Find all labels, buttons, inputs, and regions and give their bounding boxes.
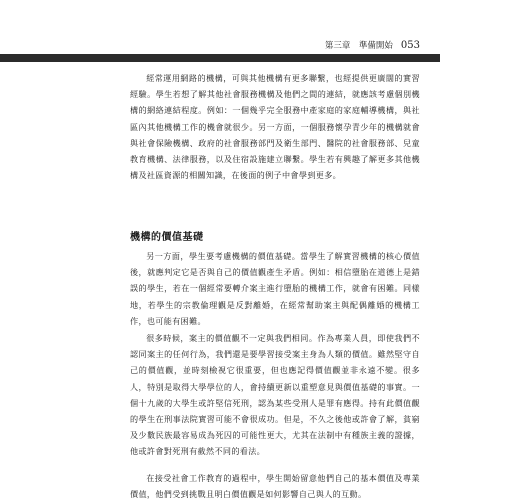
page-number: 053 <box>400 39 420 51</box>
chapter-label: 第三章 準備開始 <box>324 41 393 51</box>
paragraph-text: 在接受社會工作教育的過程中，學生開始留意他們自己的基本價值及專業價值，他們受到挑戰且明白價值觀是如何影響自己與人的互動。 <box>130 473 420 500</box>
header-rule <box>0 54 440 62</box>
paragraph-text: 經常運用網路的機構，可與其他機構有更多聯繫，也經提供更廣闊的實習經驗。學生若想了解其他社會服務機構及他們之間的連結，就應該考慮個別機構的網絡連結程度。例如：一個幾乎完全服務中產家庭的家庭輔導機構，與社區內其他機構工作的機會就很少。另一方面，一個服務懷孕青少年的機構就會與社會保險機構、政府的社會服務部門及衛生部門、醫院的社會服務部、兒童教育機構、法律服務，以及住宿設施建立聯繫。學生若有興趣了解更多其他機構及社區資源的相關知識，在後面的例子中會學到更多。 <box>130 73 420 181</box>
paragraph-text: 另一方面，學生要考慮機構的價值基礎。當學生了解實習機構的核心價值後，就應判定它是否與自己的價值觀產生矛盾。例如：相信墮胎在道德上是錯誤的學生，若在一個經常要轉介案主進行墮胎的機構工作，就會有困難。同樣地，若學生的宗教倫理觀是反對離婚，在經常幫助案主與配偶離婚的機構工作，也可能有困難。 <box>130 251 420 326</box>
body-paragraph-1 <box>130 70 420 183</box>
body-paragraph-2 <box>130 248 420 329</box>
section-heading: 機構的價值基礎 <box>130 232 204 243</box>
body-paragraph-4 <box>130 470 420 502</box>
body-paragraph-3 <box>130 330 420 460</box>
paragraph-text: 很多時候，案主的價值觀不一定與我們相同。作為專業人員，即使我們不認同案主的任何行為，我們還是要學習接受案主身為人類的價值。雖然堅守自己的價值觀，並時刻檢視它很重要，但也應記得價值觀並非永遠不變。很多人，特別是取得大學學位的人，會持續更新以重塑意見與價值基礎的事實。一個十九歲的大學生或許堅信死刑，認為某些受刑人是罪有應得。持有此價值觀的學生在刑事法院實習可能不會很成功。但是，不久之後他或許會了解，貧窮及少數民族最容易成為死囚的可能性更大，尤其在法制中有種族主義的證據，他或許會對死刑有截然不同的看法。 <box>130 333 420 457</box>
running-header <box>303 37 420 53</box>
